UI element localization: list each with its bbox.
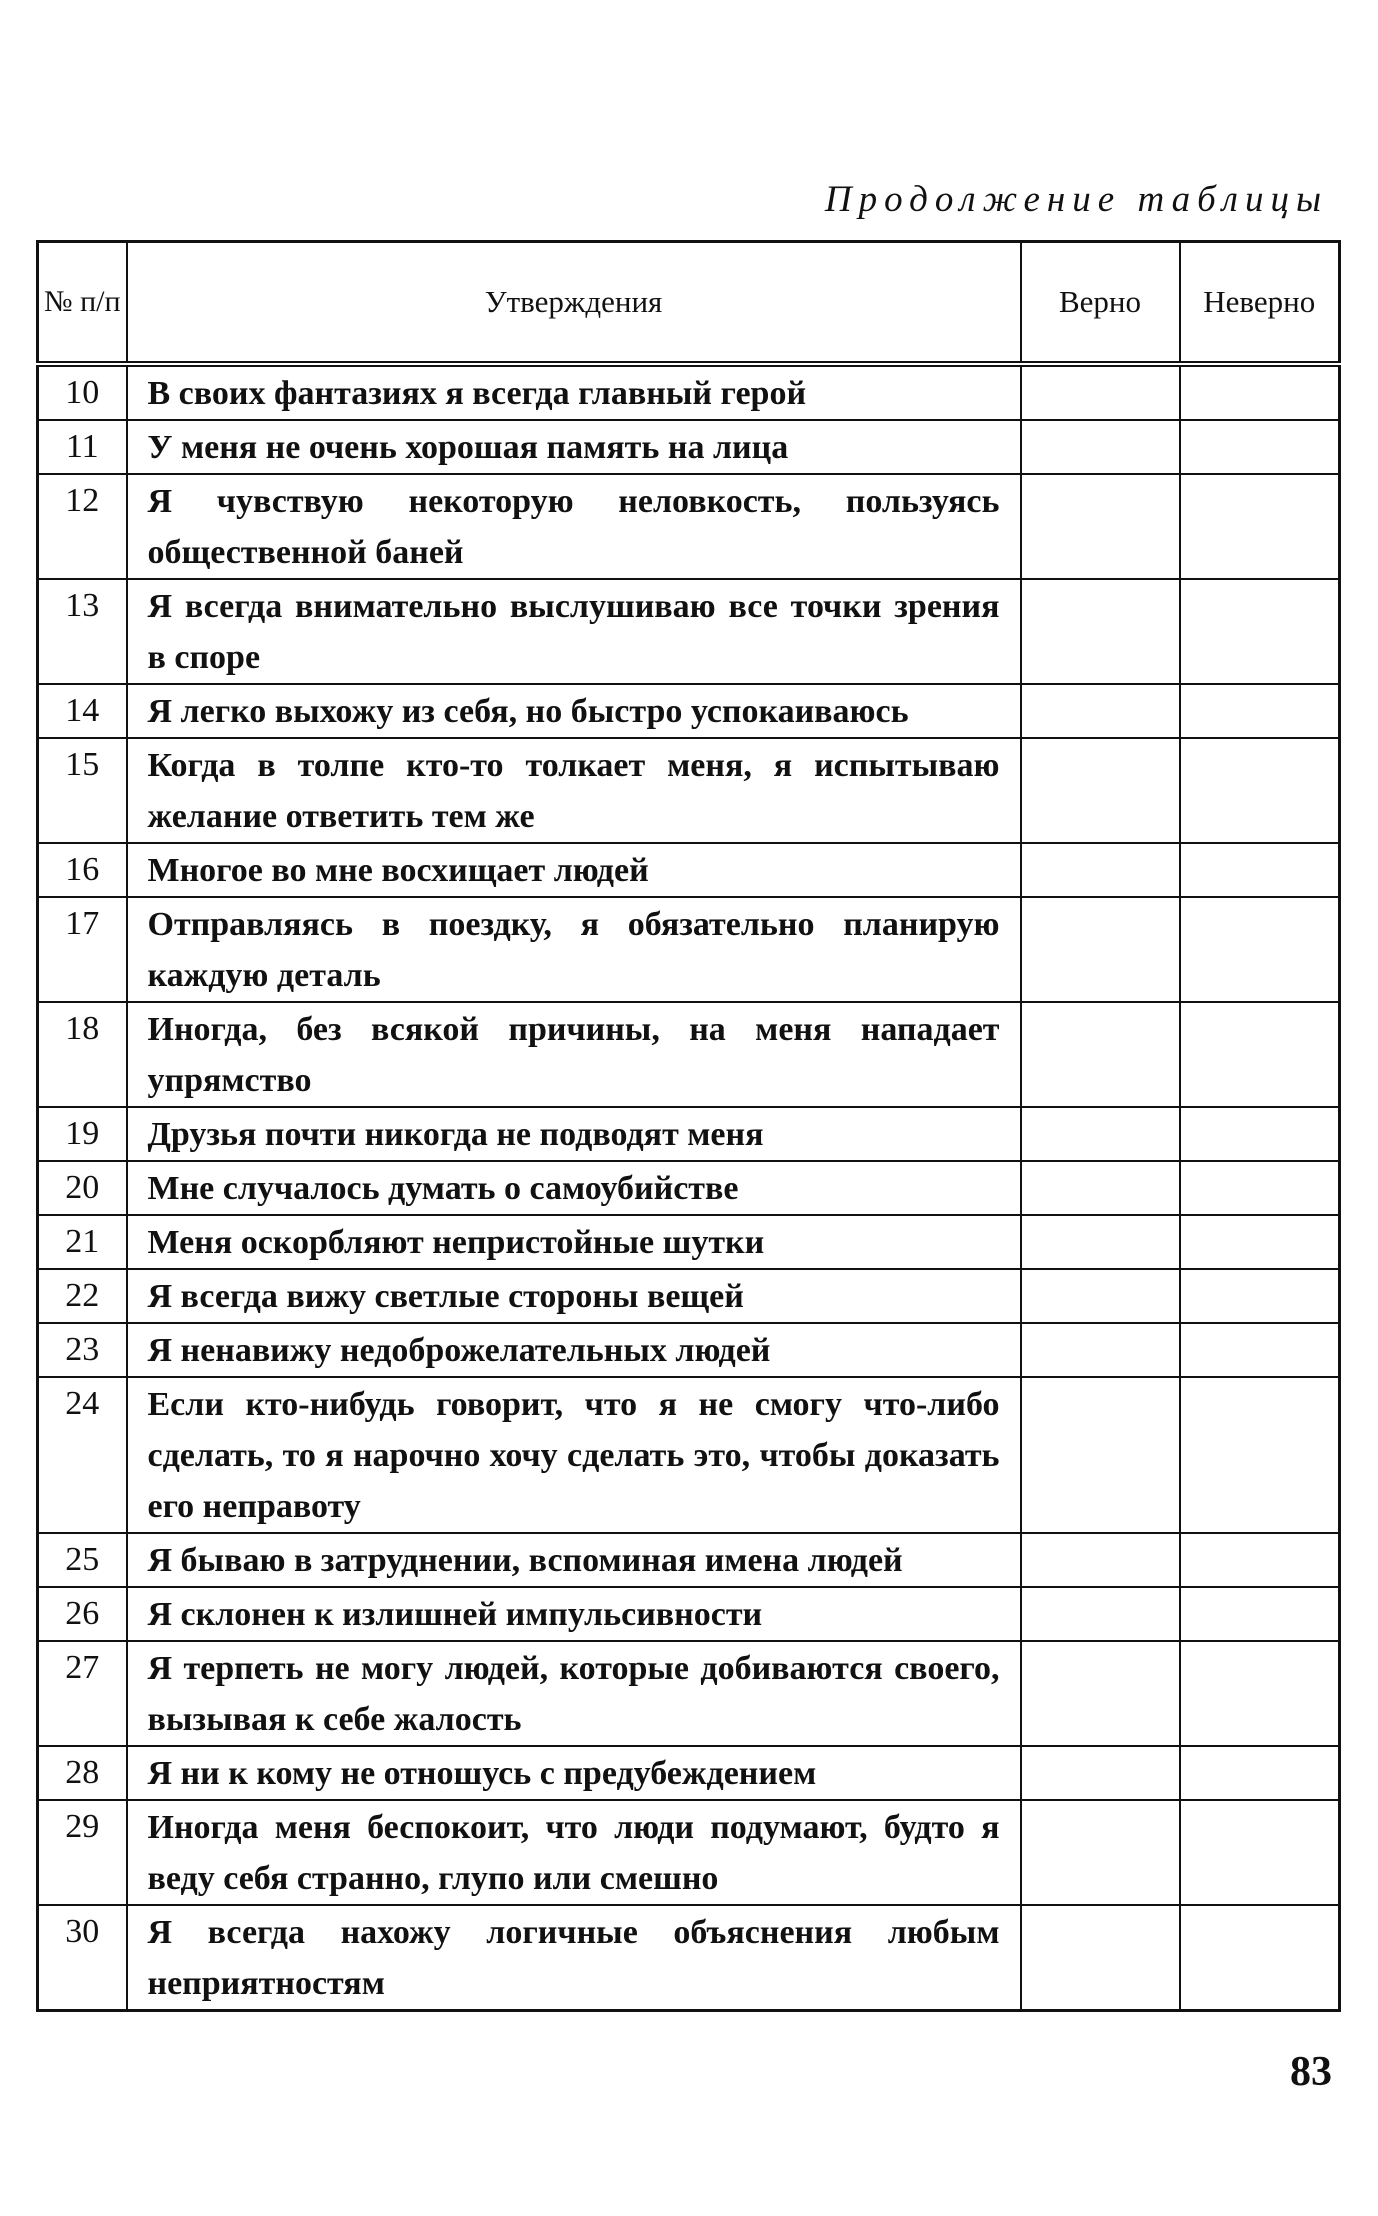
true-answer-cell[interactable] bbox=[1021, 1269, 1180, 1323]
row-number: 15 bbox=[38, 738, 127, 843]
false-answer-cell[interactable] bbox=[1180, 1533, 1340, 1587]
false-answer-cell[interactable] bbox=[1180, 1002, 1340, 1107]
row-statement: Мне случалось думать о самоубийстве bbox=[127, 1161, 1021, 1215]
table-row bbox=[38, 1533, 1340, 1587]
table-header-row bbox=[38, 242, 1340, 365]
row-number: 20 bbox=[38, 1161, 127, 1215]
row-statement: Я всегда вижу светлые стороны вещей bbox=[127, 1269, 1021, 1323]
row-number: 16 bbox=[38, 843, 127, 897]
header-number: № п/п bbox=[38, 242, 127, 365]
false-answer-cell[interactable] bbox=[1180, 843, 1340, 897]
table-caption: Продолжение таблицы bbox=[824, 179, 1328, 220]
row-number: 18 bbox=[38, 1002, 127, 1107]
false-answer-cell[interactable] bbox=[1180, 1641, 1340, 1746]
row-statement: Иногда, без всякой причины, на меня нападает упрямство bbox=[127, 1002, 1021, 1107]
row-statement: Я ни к кому не отношусь с предубеждением bbox=[127, 1746, 1021, 1800]
true-answer-cell[interactable] bbox=[1021, 684, 1180, 738]
row-number: 25 bbox=[38, 1533, 127, 1587]
table-row bbox=[38, 1641, 1340, 1746]
row-number: 11 bbox=[38, 420, 127, 474]
true-answer-cell[interactable] bbox=[1021, 1641, 1180, 1746]
false-answer-cell[interactable] bbox=[1180, 1587, 1340, 1641]
row-statement: Я легко выхожу из себя, но быстро успокаиваюсь bbox=[127, 684, 1021, 738]
row-number: 23 bbox=[38, 1323, 127, 1377]
true-answer-cell[interactable] bbox=[1021, 738, 1180, 843]
true-answer-cell[interactable] bbox=[1021, 1107, 1180, 1161]
true-answer-cell[interactable] bbox=[1021, 1002, 1180, 1107]
false-answer-cell[interactable] bbox=[1180, 1800, 1340, 1905]
false-answer-cell[interactable] bbox=[1180, 684, 1340, 738]
row-statement: Если кто-нибудь говорит, что я не смогу что-либо сделать, то я нарочно хочу сделать это, чтобы доказать его неправоту bbox=[127, 1377, 1021, 1533]
false-answer-cell[interactable] bbox=[1180, 738, 1340, 843]
true-answer-cell[interactable] bbox=[1021, 1587, 1180, 1641]
table-row bbox=[38, 1269, 1340, 1323]
false-answer-cell[interactable] bbox=[1180, 897, 1340, 1002]
row-number: 26 bbox=[38, 1587, 127, 1641]
row-statement: У меня не очень хорошая память на лица bbox=[127, 420, 1021, 474]
false-answer-cell[interactable] bbox=[1180, 1215, 1340, 1269]
row-statement: Меня оскорбляют непристойные шутки bbox=[127, 1215, 1021, 1269]
row-statement: Я бываю в затруднении, вспоминая имена людей bbox=[127, 1533, 1021, 1587]
false-answer-cell[interactable] bbox=[1180, 1107, 1340, 1161]
true-answer-cell[interactable] bbox=[1021, 897, 1180, 1002]
table-row bbox=[38, 1800, 1340, 1905]
false-answer-cell[interactable] bbox=[1180, 364, 1340, 420]
true-answer-cell[interactable] bbox=[1021, 364, 1180, 420]
header-statement: Утверждения bbox=[127, 242, 1021, 365]
row-statement: Я терпеть не могу людей, которые добиваются своего, вызывая к себе жалость bbox=[127, 1641, 1021, 1746]
row-number: 13 bbox=[38, 579, 127, 684]
true-answer-cell[interactable] bbox=[1021, 420, 1180, 474]
table-row bbox=[38, 738, 1340, 843]
row-statement: Многое во мне восхищает людей bbox=[127, 843, 1021, 897]
header-false: Неверно bbox=[1180, 242, 1340, 365]
row-statement: В своих фантазиях я всегда главный герой bbox=[127, 364, 1021, 420]
row-number: 27 bbox=[38, 1641, 127, 1746]
false-answer-cell[interactable] bbox=[1180, 579, 1340, 684]
table-row bbox=[38, 1323, 1340, 1377]
row-statement: Иногда меня беспокоит, что люди подумают, будто я веду себя странно, глупо или смешно bbox=[127, 1800, 1021, 1905]
row-number: 22 bbox=[38, 1269, 127, 1323]
false-answer-cell[interactable] bbox=[1180, 1161, 1340, 1215]
true-answer-cell[interactable] bbox=[1021, 1905, 1180, 2011]
true-answer-cell[interactable] bbox=[1021, 1161, 1180, 1215]
row-number: 28 bbox=[38, 1746, 127, 1800]
true-answer-cell[interactable] bbox=[1021, 1533, 1180, 1587]
false-answer-cell[interactable] bbox=[1180, 1323, 1340, 1377]
table-row bbox=[38, 1377, 1340, 1533]
table-row bbox=[38, 579, 1340, 684]
false-answer-cell[interactable] bbox=[1180, 1269, 1340, 1323]
row-number: 17 bbox=[38, 897, 127, 1002]
row-statement: Я ненавижу недоброжелательных людей bbox=[127, 1323, 1021, 1377]
row-statement: Я склонен к излишней импульсивности bbox=[127, 1587, 1021, 1641]
true-answer-cell[interactable] bbox=[1021, 1215, 1180, 1269]
table-row bbox=[38, 420, 1340, 474]
false-answer-cell[interactable] bbox=[1180, 474, 1340, 579]
true-answer-cell[interactable] bbox=[1021, 1800, 1180, 1905]
table-row bbox=[38, 843, 1340, 897]
table-row bbox=[38, 684, 1340, 738]
row-number: 12 bbox=[38, 474, 127, 579]
row-number: 21 bbox=[38, 1215, 127, 1269]
table-row bbox=[38, 1587, 1340, 1641]
header-true: Верно bbox=[1021, 242, 1180, 365]
row-statement: Я чувствую некоторую неловкость, пользуясь общественной баней bbox=[127, 474, 1021, 579]
true-answer-cell[interactable] bbox=[1021, 843, 1180, 897]
false-answer-cell[interactable] bbox=[1180, 1905, 1340, 2011]
table-row bbox=[38, 897, 1340, 1002]
true-answer-cell[interactable] bbox=[1021, 1746, 1180, 1800]
row-statement: Друзья почти никогда не подводят меня bbox=[127, 1107, 1021, 1161]
row-number: 29 bbox=[38, 1800, 127, 1905]
true-answer-cell[interactable] bbox=[1021, 474, 1180, 579]
table-row bbox=[38, 1107, 1340, 1161]
false-answer-cell[interactable] bbox=[1180, 1377, 1340, 1533]
table-row bbox=[38, 1905, 1340, 2011]
true-answer-cell[interactable] bbox=[1021, 1377, 1180, 1533]
table-row bbox=[38, 474, 1340, 579]
row-number: 10 bbox=[38, 364, 127, 420]
false-answer-cell[interactable] bbox=[1180, 420, 1340, 474]
row-statement: Я всегда внимательно выслушиваю все точки зрения в споре bbox=[127, 579, 1021, 684]
true-answer-cell[interactable] bbox=[1021, 579, 1180, 684]
table-row bbox=[38, 1746, 1340, 1800]
row-number: 19 bbox=[38, 1107, 127, 1161]
table-row bbox=[38, 364, 1340, 420]
row-number: 14 bbox=[38, 684, 127, 738]
table-row bbox=[38, 1161, 1340, 1215]
row-number: 24 bbox=[38, 1377, 127, 1533]
row-statement: Когда в толпе кто-то толкает меня, я испытываю желание ответить тем же bbox=[127, 738, 1021, 843]
true-answer-cell[interactable] bbox=[1021, 1323, 1180, 1377]
page-number: 83 bbox=[1290, 2049, 1332, 2095]
row-statement: Отправляясь в поездку, я обязательно планирую каждую деталь bbox=[127, 897, 1021, 1002]
table-row bbox=[38, 1002, 1340, 1107]
false-answer-cell[interactable] bbox=[1180, 1746, 1340, 1800]
table-row bbox=[38, 1215, 1340, 1269]
row-statement: Я всегда нахожу логичные объяснения любым неприятностям bbox=[127, 1905, 1021, 2011]
row-number: 30 bbox=[38, 1905, 127, 2011]
questionnaire-table bbox=[36, 240, 1341, 2012]
